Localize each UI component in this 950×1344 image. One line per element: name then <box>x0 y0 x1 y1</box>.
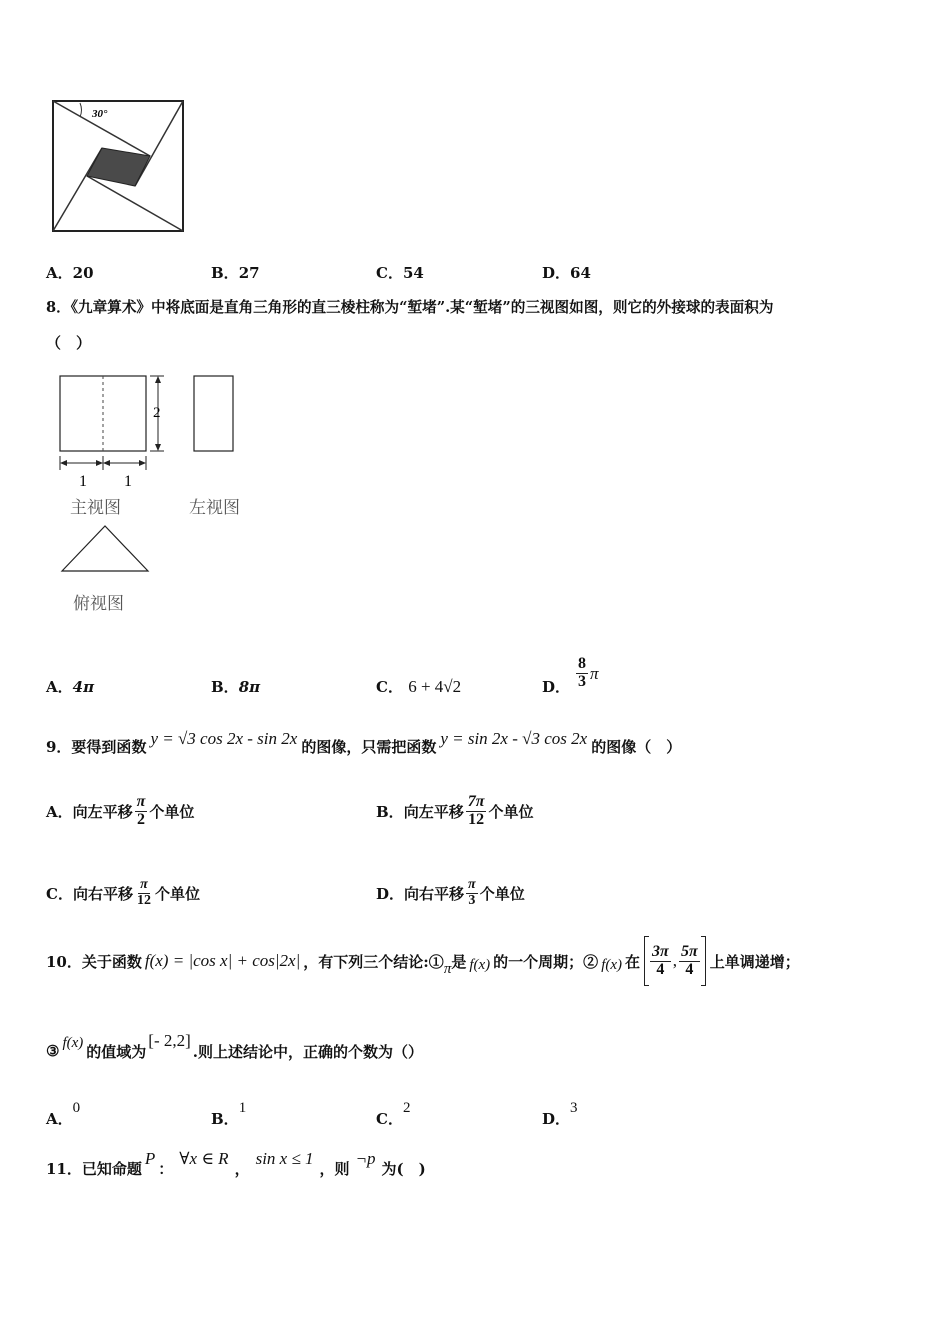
q10-function: f(x) = |cos x| + cos|2x| <box>144 951 301 970</box>
q9-formula-2: y = sin 2x - √3 cos 2x <box>440 729 588 748</box>
q10-range: [- 2,2] <box>148 1031 191 1050</box>
q7-square-figure <box>50 98 186 234</box>
q8-option-a[interactable]: A．4π <box>46 678 95 696</box>
q8-paren: （ ） <box>46 334 92 352</box>
q10-option-a[interactable]: A．0 <box>46 1100 81 1128</box>
q8-option-c[interactable]: C． 6 + 4√2 <box>376 677 462 696</box>
q8-option-d[interactable]: D． $\frac{8}{3}$ π <box>542 655 599 696</box>
q7-option-c[interactable]: C．54 <box>376 264 424 282</box>
q9-formula-1: y = √3 cos 2x - sin 2x <box>150 729 298 748</box>
q11-stem: 11．已知命题 P ： ∀x ∈ R ， sin x ≤ 1 ，则 ¬p 为( ) <box>46 1149 426 1178</box>
q8-three-views <box>54 370 254 580</box>
q9-option-c[interactable]: C． 向右平移 $\frac{\pi}{12}$ 个单位 <box>46 877 200 908</box>
front-view-label: 主视图 <box>70 498 121 518</box>
width2-label: 1 <box>124 473 132 490</box>
q7-option-d[interactable]: D．64 <box>542 264 591 282</box>
q9-option-b[interactable]: B． 向左平移 $\frac{7\pi}{12}$ 个单位 <box>376 793 534 828</box>
height-label: 2 <box>153 405 161 421</box>
q10-option-c[interactable]: C．2 <box>376 1100 411 1128</box>
q10-option-b[interactable]: B．1 <box>211 1100 247 1128</box>
angle-label: 30° <box>92 108 108 120</box>
q10-stem-line2: ③ f(x) 的值域为 [- 2,2] .则上述结论中，正确的个数为（） <box>46 1031 424 1061</box>
q9-option-a[interactable]: A． 向左平移 $\frac{\pi}{2}$ 个单位 <box>46 793 195 828</box>
top-view-label: 俯视图 <box>73 594 124 614</box>
q7-option-a[interactable]: A．20 <box>46 264 94 282</box>
q8-option-b[interactable]: B．8π <box>211 678 261 696</box>
width1-label: 1 <box>79 473 87 490</box>
q9-stem: 9．要得到函数 y = √3 cos 2x - sin 2x 的图像，只需把函数 y = sin 2x - √3 cos 2x 的图像（ ） <box>46 729 682 756</box>
q10-option-d[interactable]: D．3 <box>542 1100 578 1128</box>
q8-stem: 8．《九章算术》中将底面是直角三角形的直三棱柱称为“堑堵”.某“堑堵”的三视图如图，则它的外接球的表面积为 <box>46 299 774 316</box>
q10-stem-line1: 10．关于函数 f(x) = |cos x| + cos|2x| ，有下列三个结论:① π 是 f(x) 的一个周期；② f(x) 在 $\frac{3\pi}{4}$ , $\frac{5\pi}{4}$ 上单调递增； <box>46 936 800 986</box>
left-view-label: 左视图 <box>189 498 240 518</box>
q7-option-b[interactable]: B．27 <box>211 264 260 282</box>
q10-interval: $\frac{3\pi}{4}$ , $\frac{5\pi}{4}$ <box>644 937 706 985</box>
q9-option-d[interactable]: D． 向右平移 $\frac{\pi}{3}$ 个单位 <box>376 877 525 908</box>
